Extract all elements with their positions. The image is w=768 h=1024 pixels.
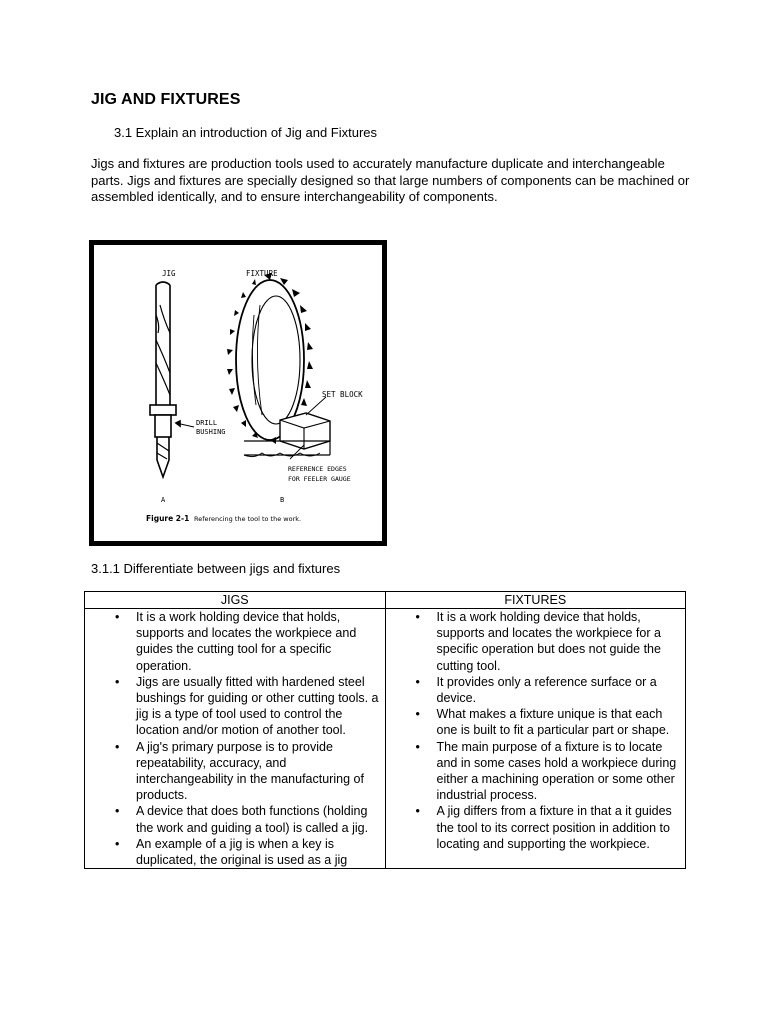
list-item: • An example of a jig is when a key is duplicated, the original is used as a jig bbox=[85, 836, 385, 868]
list-item: • It is a work holding device that holds, supports and locates the workpiece for a specific operation but does not guide the cutting tool. bbox=[386, 609, 686, 674]
figure-label-reference-1: REFERENCE EDGES bbox=[288, 465, 347, 473]
figure-label-a: A bbox=[161, 496, 166, 504]
figure-label-bushing: BUSHING bbox=[196, 428, 226, 436]
fixtures-list bbox=[386, 609, 686, 852]
figure-label-fixture: FIXTURE bbox=[246, 269, 278, 278]
fixtures-cell bbox=[385, 609, 686, 869]
figure-label-jig: JIG bbox=[162, 269, 176, 278]
list-item: • It provides only a reference surface or a device. bbox=[386, 674, 686, 706]
table-row bbox=[85, 609, 686, 869]
page-title: JIG AND FIXTURES bbox=[91, 91, 241, 108]
section-heading: 3.1 Explain an introduction of Jig and Fixtures bbox=[114, 125, 378, 140]
column-header-fixtures: FIXTURES bbox=[385, 592, 686, 609]
figure-jig-fixture bbox=[89, 240, 387, 546]
list-item: • A device that does both functions (holding the work and guiding a tool) is called a jig. bbox=[85, 803, 385, 835]
intro-paragraph: Jigs and fixtures are production tools used to accurately manufacture duplicate and interchangeable parts. Jigs and fixtures are specially designed so that large numbers of components can be machined or assembled identically, and to ensure interchangeability of components. bbox=[91, 156, 690, 204]
list-item: • What makes a fixture unique is that each one is built to fit a particular part or shape. bbox=[386, 706, 686, 738]
figure-illustration bbox=[94, 245, 382, 541]
figure-caption-text: Referencing the tool to the work. bbox=[194, 515, 302, 523]
list-item: • It is a work holding device that holds, supports and locates the workpiece and guides the cutting tool for a specific operation. bbox=[85, 609, 385, 674]
comparison-table bbox=[84, 591, 686, 869]
list-item: • A jig differs from a fixture in that a it guides the tool to its correct position in addition to locating and supporting the workpiece. bbox=[386, 803, 686, 852]
cutter-drawing bbox=[227, 273, 330, 459]
list-item: • The main purpose of a fixture is to locate and in some cases hold a workpiece during either a machining operation or some other industrial process. bbox=[386, 739, 686, 804]
jigs-list bbox=[85, 609, 385, 868]
figure-label-reference-2: FOR FEELER GAUGE bbox=[288, 475, 351, 483]
jigs-cell bbox=[85, 609, 386, 869]
list-item: • A jig's primary purpose is to provide repeatability, accuracy, and interchangeability in the manufacturing of products. bbox=[85, 739, 385, 804]
figure-label-b: B bbox=[280, 496, 285, 504]
figure-label-drill: DRILL bbox=[196, 419, 218, 427]
figure-canvas bbox=[94, 245, 382, 541]
drill-drawing bbox=[150, 282, 194, 477]
figure-caption-number: Figure 2-1 bbox=[146, 514, 190, 523]
column-header-jigs: JIGS bbox=[85, 592, 386, 609]
list-item: • Jigs are usually fitted with hardened steel bushings for guiding or other cutting tools. a jig is a type of tool used to control the location and/or motion of another tool. bbox=[85, 674, 385, 739]
subsection-heading: 3.1.1 Differentiate between jigs and fixtures bbox=[91, 561, 341, 576]
table-header-row bbox=[85, 592, 686, 609]
figure-label-set-block: SET BLOCK bbox=[322, 390, 363, 399]
